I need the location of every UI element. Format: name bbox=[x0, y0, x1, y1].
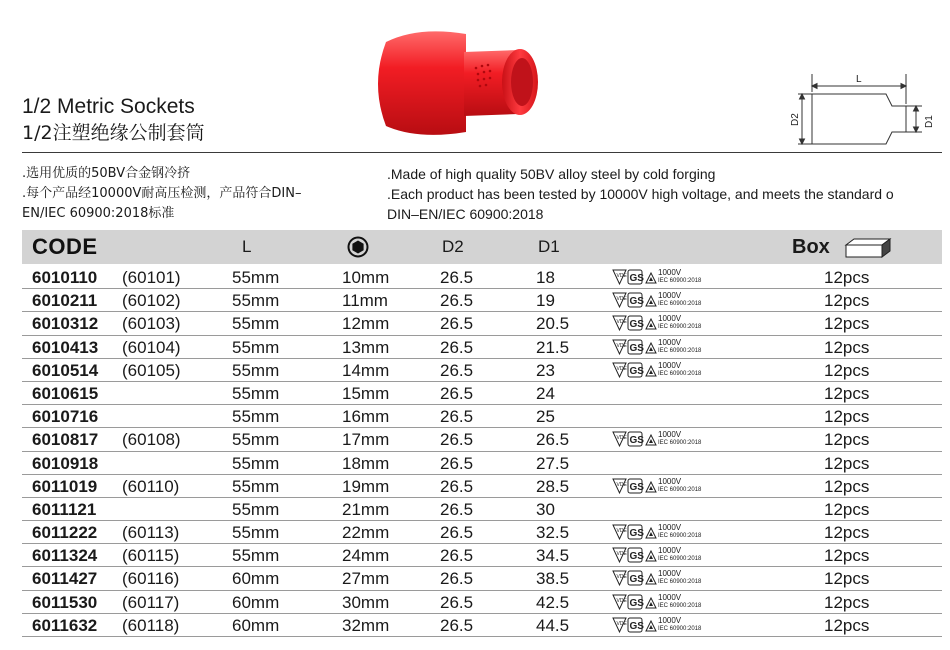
d1-value: 26.5 bbox=[536, 430, 570, 450]
standard-text: IEC 60900:2018 bbox=[658, 486, 702, 493]
old-code: (60115) bbox=[122, 546, 180, 566]
certification-marks bbox=[612, 430, 712, 448]
hex-size-value: 30mm bbox=[342, 592, 390, 612]
voltage-rating bbox=[658, 569, 701, 587]
d2-value: 26.5 bbox=[440, 476, 474, 496]
certification-marks-icon bbox=[612, 361, 658, 379]
voltage-text: 1000V bbox=[658, 430, 682, 440]
length-value: 55mm bbox=[232, 314, 280, 334]
box-quantity: 12pcs bbox=[824, 453, 870, 473]
d2-value: 26.5 bbox=[440, 523, 474, 543]
table-row bbox=[22, 382, 942, 405]
table-row bbox=[22, 544, 942, 567]
product-code: 6010211 bbox=[32, 291, 98, 311]
svg-text:GS: GS bbox=[629, 481, 644, 493]
d1-value: 44.5 bbox=[536, 615, 570, 635]
table-row bbox=[22, 405, 942, 428]
table-row bbox=[22, 428, 942, 451]
box-quantity: 12pcs bbox=[824, 268, 870, 287]
d2-value: 26.5 bbox=[440, 546, 474, 566]
d1-value: 20.5 bbox=[536, 314, 570, 334]
voltage-text: 1000V bbox=[658, 337, 682, 347]
hex-size-value: 19mm bbox=[342, 476, 390, 496]
length-value: 55mm bbox=[232, 430, 280, 450]
box-quantity: 12pcs bbox=[824, 615, 870, 635]
voltage-rating bbox=[658, 291, 701, 309]
product-code: 6011324 bbox=[32, 546, 98, 566]
old-code: (60103) bbox=[122, 314, 181, 334]
description-cn-line: .选用优质的50BV合金钢冷挤 bbox=[22, 166, 191, 181]
description-cn bbox=[22, 164, 367, 224]
voltage-text: 1000V bbox=[658, 476, 682, 486]
standard-text: IEC 60900:2018 bbox=[658, 370, 702, 377]
certification-marks bbox=[612, 291, 712, 309]
d1-value: 42.5 bbox=[536, 592, 570, 612]
box-quantity: 12pcs bbox=[824, 407, 870, 427]
certification-marks-icon bbox=[612, 569, 658, 587]
old-code: (60118) bbox=[122, 615, 180, 635]
socket-table bbox=[22, 266, 942, 637]
diagram-label-l: L bbox=[856, 74, 862, 85]
d1-value: 32.5 bbox=[536, 523, 570, 543]
product-code: 6011530 bbox=[32, 592, 98, 612]
table-row bbox=[22, 567, 942, 590]
svg-text:VDE: VDE bbox=[616, 597, 627, 604]
voltage-rating bbox=[658, 430, 701, 448]
old-code: (60108) bbox=[122, 430, 181, 450]
voltage-text: 1000V bbox=[658, 523, 682, 533]
length-value: 55mm bbox=[232, 499, 280, 519]
d2-value: 26.5 bbox=[440, 569, 474, 589]
d2-value: 26.5 bbox=[440, 407, 474, 427]
d2-value: 26.5 bbox=[440, 337, 474, 357]
svg-text:VDE: VDE bbox=[616, 319, 627, 326]
voltage-rating bbox=[658, 314, 701, 332]
svg-text:GS: GS bbox=[629, 435, 644, 447]
certification-marks bbox=[612, 523, 712, 541]
certification-marks bbox=[612, 546, 712, 564]
d2-value: 26.5 bbox=[440, 383, 474, 403]
old-code: (60101) bbox=[122, 268, 181, 287]
d2-value: 26.5 bbox=[440, 499, 474, 519]
certification-marks-icon bbox=[612, 338, 658, 356]
standard-text: IEC 60900:2018 bbox=[658, 324, 702, 331]
diagram-label-d1: D1 bbox=[924, 115, 935, 128]
box-quantity: 12pcs bbox=[824, 430, 870, 450]
length-value: 60mm bbox=[232, 615, 280, 635]
svg-text:VDE: VDE bbox=[616, 528, 627, 535]
d1-value: 23 bbox=[536, 360, 555, 380]
description-en-line: .Made of high quality 50BV alloy steel by cold forging bbox=[387, 166, 716, 182]
product-code: 6010110 bbox=[32, 268, 98, 287]
voltage-text: 1000V bbox=[658, 268, 682, 277]
d1-value: 30 bbox=[536, 499, 555, 519]
standard-text: IEC 60900:2018 bbox=[658, 301, 702, 308]
length-value: 55mm bbox=[232, 268, 280, 287]
voltage-text: 1000V bbox=[658, 569, 682, 579]
table-row bbox=[22, 614, 942, 637]
table-row bbox=[22, 359, 942, 382]
standard-text: IEC 60900:2018 bbox=[658, 602, 702, 609]
hex-size-value: 27mm bbox=[342, 569, 390, 589]
svg-text:GS: GS bbox=[629, 574, 644, 586]
description-cn-line: .每个产品经10000V耐高压检测，产品符合DIN– bbox=[22, 186, 302, 201]
svg-text:VDE: VDE bbox=[616, 273, 627, 279]
hex-size-value: 22mm bbox=[342, 523, 390, 543]
box-quantity: 12pcs bbox=[824, 476, 870, 496]
length-value: 55mm bbox=[232, 291, 280, 311]
length-value: 60mm bbox=[232, 569, 280, 589]
standard-text: IEC 60900:2018 bbox=[658, 556, 702, 563]
dimension-diagram bbox=[788, 72, 940, 152]
diagram-label-d2: D2 bbox=[790, 113, 801, 126]
product-code: 6010413 bbox=[32, 337, 99, 357]
certification-marks-icon bbox=[612, 616, 658, 634]
svg-text:VDE: VDE bbox=[616, 365, 627, 372]
certification-marks bbox=[612, 361, 712, 379]
length-value: 55mm bbox=[232, 453, 280, 473]
length-value: 55mm bbox=[232, 383, 280, 403]
certification-marks-icon bbox=[612, 593, 658, 611]
certification-marks-icon bbox=[612, 477, 658, 495]
voltage-rating bbox=[658, 338, 701, 356]
certification-marks bbox=[612, 477, 712, 495]
d2-value: 26.5 bbox=[440, 592, 474, 612]
hex-size-value: 11mm bbox=[342, 291, 388, 311]
table-row bbox=[22, 475, 942, 498]
d1-value: 18 bbox=[536, 268, 555, 287]
hex-size-value: 32mm bbox=[342, 615, 390, 635]
d2-value: 26.5 bbox=[440, 453, 474, 473]
certification-marks-icon bbox=[612, 430, 658, 448]
box-quantity: 12pcs bbox=[824, 383, 870, 403]
hex-size-value: 17mm bbox=[342, 430, 390, 450]
product-code: 6010918 bbox=[32, 453, 99, 473]
certification-marks bbox=[612, 616, 712, 634]
product-code: 6010817 bbox=[32, 430, 99, 450]
table-row bbox=[22, 312, 942, 335]
product-code: 6010312 bbox=[32, 314, 99, 334]
hex-size-value: 14mm bbox=[342, 360, 390, 380]
d2-value: 26.5 bbox=[440, 615, 474, 635]
d1-value: 24 bbox=[536, 383, 555, 403]
hex-size-value: 24mm bbox=[342, 546, 390, 566]
hex-size-value: 10mm bbox=[342, 268, 390, 287]
box-quantity: 12pcs bbox=[824, 523, 870, 543]
old-code: (60102) bbox=[122, 291, 181, 311]
d2-value: 26.5 bbox=[440, 430, 474, 450]
certification-marks-icon bbox=[612, 523, 658, 541]
d1-value: 19 bbox=[536, 291, 555, 311]
box-icon bbox=[844, 237, 892, 259]
table-row bbox=[22, 591, 942, 614]
standard-text: IEC 60900:2018 bbox=[658, 278, 702, 284]
svg-text:VDE: VDE bbox=[616, 620, 627, 627]
hex-size-value: 12mm bbox=[342, 314, 390, 334]
certification-marks bbox=[612, 593, 712, 611]
product-code: 6010514 bbox=[32, 360, 99, 380]
voltage-rating bbox=[658, 523, 701, 541]
voltage-text: 1000V bbox=[658, 546, 682, 556]
top-rule bbox=[22, 152, 942, 153]
header-d2: D2 bbox=[442, 237, 464, 256]
certification-marks-icon bbox=[612, 268, 658, 286]
old-code: (60110) bbox=[122, 476, 180, 496]
voltage-rating bbox=[658, 477, 701, 495]
product-code: 6011427 bbox=[32, 569, 98, 589]
certification-marks-icon bbox=[612, 546, 658, 564]
svg-text:GS: GS bbox=[629, 296, 644, 308]
length-value: 60mm bbox=[232, 592, 280, 612]
voltage-text: 1000V bbox=[658, 360, 682, 370]
certification-marks-icon bbox=[612, 291, 658, 309]
d1-value: 28.5 bbox=[536, 476, 570, 496]
box-quantity: 12pcs bbox=[824, 546, 870, 566]
voltage-rating bbox=[658, 593, 701, 611]
d1-value: 38.5 bbox=[536, 569, 570, 589]
product-code: 6011222 bbox=[32, 523, 98, 543]
voltage-rating bbox=[658, 268, 701, 286]
d1-value: 27.5 bbox=[536, 453, 570, 473]
old-code: (60105) bbox=[122, 360, 181, 380]
old-code: (60113) bbox=[122, 523, 180, 543]
description-en-line: .Each product has been tested by 10000V high voltage, and meets the standard o bbox=[387, 186, 894, 202]
box-quantity: 12pcs bbox=[824, 314, 870, 334]
svg-text:VDE: VDE bbox=[616, 574, 627, 581]
svg-text:VDE: VDE bbox=[616, 435, 627, 442]
length-value: 55mm bbox=[232, 337, 280, 357]
d1-value: 25 bbox=[536, 407, 555, 427]
description-en-line: DIN–EN/IEC 60900:2018 bbox=[387, 206, 544, 222]
standard-text: IEC 60900:2018 bbox=[658, 625, 702, 632]
d2-value: 26.5 bbox=[440, 268, 474, 287]
svg-text:VDE: VDE bbox=[616, 342, 627, 349]
svg-text:GS: GS bbox=[629, 273, 644, 284]
page-title-en: 1/2 Metric Sockets bbox=[22, 95, 195, 118]
old-code: (60116) bbox=[122, 569, 180, 589]
hex-size-value: 13mm bbox=[342, 337, 390, 357]
box-quantity: 12pcs bbox=[824, 499, 870, 519]
voltage-text: 1000V bbox=[658, 291, 682, 301]
length-value: 55mm bbox=[232, 407, 280, 427]
length-value: 55mm bbox=[232, 476, 280, 496]
svg-text:GS: GS bbox=[629, 620, 644, 632]
voltage-text: 1000V bbox=[658, 314, 682, 324]
description-en bbox=[387, 164, 947, 224]
d2-value: 26.5 bbox=[440, 360, 474, 380]
certification-marks bbox=[612, 268, 712, 286]
svg-text:GS: GS bbox=[629, 319, 644, 331]
product-code: 6010716 bbox=[32, 407, 99, 427]
hex-size-value: 21mm bbox=[342, 499, 390, 519]
box-quantity: 12pcs bbox=[824, 291, 870, 311]
svg-text:GS: GS bbox=[629, 528, 644, 540]
svg-text:VDE: VDE bbox=[616, 296, 627, 303]
standard-text: IEC 60900:2018 bbox=[658, 579, 702, 586]
socket-photo bbox=[368, 22, 548, 140]
certification-marks bbox=[612, 338, 712, 356]
box-quantity: 12pcs bbox=[824, 337, 870, 357]
header-code: CODE bbox=[32, 234, 98, 259]
table-row bbox=[22, 266, 942, 289]
table-row bbox=[22, 498, 942, 521]
standard-text: IEC 60900:2018 bbox=[658, 347, 702, 354]
svg-text:GS: GS bbox=[629, 365, 644, 377]
table-row bbox=[22, 521, 942, 544]
hexagon-icon bbox=[347, 236, 369, 258]
certification-marks-icon bbox=[612, 314, 658, 332]
table-row bbox=[22, 289, 942, 312]
length-value: 55mm bbox=[232, 523, 280, 543]
voltage-rating bbox=[658, 616, 701, 634]
hex-size-value: 18mm bbox=[342, 453, 390, 473]
table-row bbox=[22, 452, 942, 475]
hex-size-value: 15mm bbox=[342, 383, 390, 403]
product-code: 6011019 bbox=[32, 476, 98, 496]
old-code: (60117) bbox=[122, 592, 180, 612]
hex-size-value: 16mm bbox=[342, 407, 390, 427]
standard-text: IEC 60900:2018 bbox=[658, 533, 702, 540]
header-d1: D1 bbox=[538, 237, 560, 256]
product-code: 6011632 bbox=[32, 615, 98, 635]
box-quantity: 12pcs bbox=[824, 569, 870, 589]
d2-value: 26.5 bbox=[440, 291, 474, 311]
length-value: 55mm bbox=[232, 360, 280, 380]
d2-value: 26.5 bbox=[440, 314, 474, 334]
table-row bbox=[22, 336, 942, 359]
voltage-rating bbox=[658, 361, 701, 379]
box-quantity: 12pcs bbox=[824, 592, 870, 612]
svg-text:VDE: VDE bbox=[616, 551, 627, 558]
d1-value: 34.5 bbox=[536, 546, 570, 566]
svg-text:GS: GS bbox=[629, 597, 644, 609]
length-value: 55mm bbox=[232, 546, 280, 566]
svg-text:VDE: VDE bbox=[616, 481, 627, 488]
product-code: 6010615 bbox=[32, 383, 99, 403]
voltage-text: 1000V bbox=[658, 615, 682, 625]
product-code: 6011121 bbox=[32, 499, 97, 519]
svg-text:GS: GS bbox=[629, 551, 644, 563]
old-code: (60104) bbox=[122, 337, 181, 357]
header-length: L bbox=[242, 237, 252, 256]
svg-text:GS: GS bbox=[629, 342, 644, 354]
standard-text: IEC 60900:2018 bbox=[658, 440, 702, 447]
table-header bbox=[22, 230, 942, 264]
header-box: Box bbox=[792, 236, 830, 258]
page-title-cn: 1/2注塑绝缘公制套筒 bbox=[22, 122, 205, 144]
certification-marks bbox=[612, 314, 712, 332]
voltage-rating bbox=[658, 546, 701, 564]
voltage-text: 1000V bbox=[658, 592, 682, 602]
box-quantity: 12pcs bbox=[824, 360, 870, 380]
d1-value: 21.5 bbox=[536, 337, 570, 357]
description-cn-line: EN/IEC 60900:2018标准 bbox=[22, 206, 175, 221]
certification-marks bbox=[612, 569, 712, 587]
